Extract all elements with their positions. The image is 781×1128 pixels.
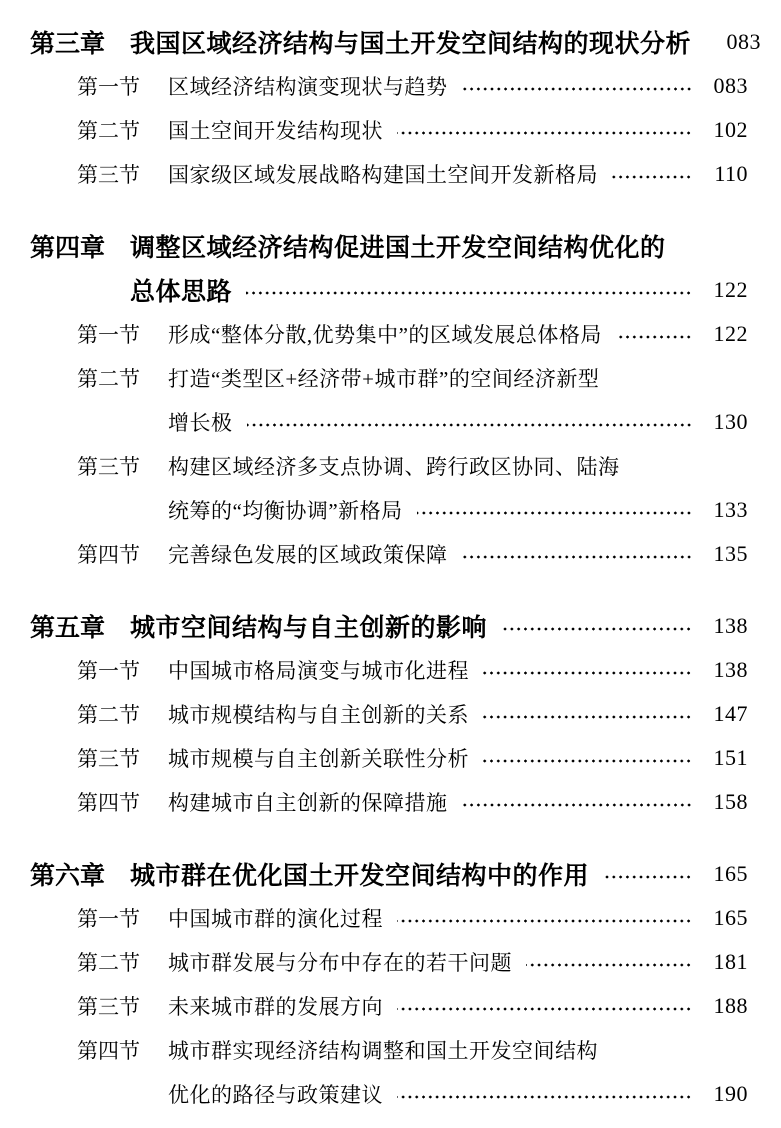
dot-leader bbox=[397, 916, 692, 926]
page-number: 158 bbox=[713, 789, 748, 814]
toc-section-entry bbox=[77, 108, 748, 152]
page-number: 130 bbox=[713, 409, 748, 434]
section-number: 第三节 bbox=[77, 455, 140, 479]
page-number: 138 bbox=[713, 657, 748, 682]
page-number: 165 bbox=[713, 905, 748, 930]
toc-chapter-entry bbox=[30, 852, 748, 896]
section-number: 第四节 bbox=[77, 543, 140, 567]
section-number: 第二节 bbox=[77, 119, 140, 143]
section-number: 第二节 bbox=[77, 703, 140, 727]
table-of-contents bbox=[30, 20, 762, 1116]
page-number: 110 bbox=[714, 161, 748, 186]
toc-section-entry bbox=[77, 356, 748, 400]
page-number: 190 bbox=[713, 1081, 748, 1106]
page-number: 083 bbox=[713, 73, 748, 98]
toc-section-entry bbox=[77, 64, 748, 108]
dot-leader bbox=[462, 84, 693, 94]
section-title: 形成“整体分散,优势集中”的区域发展总体格局 bbox=[168, 323, 602, 347]
section-number: 第三节 bbox=[77, 163, 140, 187]
chapter-number: 第三章 bbox=[30, 30, 106, 58]
dot-leader bbox=[483, 756, 692, 766]
section-number: 第一节 bbox=[77, 659, 140, 683]
section-title: 打造“类型区+经济带+城市群”的空间经济新型 bbox=[168, 367, 600, 391]
section-title: 国家级区域发展战略构建国土空间开发新格局 bbox=[168, 163, 598, 187]
toc-section-entry bbox=[77, 692, 748, 736]
dot-leader bbox=[246, 288, 692, 298]
page-number: 165 bbox=[713, 861, 748, 886]
dot-leader bbox=[397, 1092, 692, 1102]
toc-section-entry bbox=[77, 648, 748, 692]
section-title-continued: 优化的路径与政策建议 bbox=[168, 1083, 383, 1107]
dot-leader bbox=[247, 420, 693, 430]
page-number: 102 bbox=[713, 117, 748, 142]
dot-leader bbox=[417, 508, 692, 518]
toc-section-entry bbox=[77, 152, 748, 196]
toc-section-continuation bbox=[168, 1072, 748, 1116]
dot-leader bbox=[397, 128, 692, 138]
dot-leader bbox=[397, 1004, 692, 1014]
page-number: 135 bbox=[713, 541, 748, 566]
section-number: 第二节 bbox=[77, 951, 140, 975]
section-title: 城市群发展与分布中存在的若干问题 bbox=[168, 951, 512, 975]
page-number: 122 bbox=[713, 321, 748, 346]
dot-leader bbox=[501, 624, 692, 634]
chapter-number: 第四章 bbox=[30, 234, 106, 262]
page-number: 133 bbox=[713, 497, 748, 522]
section-title: 城市规模与自主创新关联性分析 bbox=[168, 747, 469, 771]
section-title: 中国城市群的演化过程 bbox=[168, 907, 383, 931]
toc-section-entry bbox=[77, 1028, 748, 1072]
chapter-title: 城市空间结构与自主创新的影响 bbox=[130, 614, 488, 642]
section-title: 区域经济结构演变现状与趋势 bbox=[168, 75, 448, 99]
section-number: 第一节 bbox=[77, 907, 140, 931]
section-title-continued: 增长极 bbox=[168, 411, 233, 435]
dot-leader bbox=[612, 172, 692, 182]
section-title: 国土空间开发结构现状 bbox=[168, 119, 383, 143]
section-title: 完善绿色发展的区域政策保障 bbox=[168, 543, 448, 567]
section-number: 第四节 bbox=[77, 791, 140, 815]
toc-section-entry bbox=[77, 312, 748, 356]
section-title: 城市规模结构与自主创新的关系 bbox=[168, 703, 469, 727]
section-title: 城市群实现经济结构调整和国土开发空间结构 bbox=[168, 1039, 598, 1063]
dot-leader bbox=[462, 552, 693, 562]
section-number: 第一节 bbox=[77, 323, 140, 347]
toc-section-entry bbox=[77, 940, 748, 984]
dot-leader bbox=[462, 800, 693, 810]
dot-leader bbox=[483, 668, 692, 678]
toc-section-entry bbox=[77, 896, 748, 940]
page-number: 181 bbox=[713, 949, 748, 974]
chapter-number: 第六章 bbox=[30, 862, 106, 890]
section-number: 第二节 bbox=[77, 367, 140, 391]
chapter-title: 我国区域经济结构与国土开发空间结构的现状分析 bbox=[130, 30, 692, 58]
section-number: 第一节 bbox=[77, 75, 140, 99]
toc-section-continuation bbox=[168, 400, 748, 444]
page-number: 083 bbox=[726, 29, 762, 54]
page-number: 188 bbox=[713, 993, 748, 1018]
page-number: 122 bbox=[713, 277, 748, 302]
toc-chapter-entry bbox=[30, 224, 748, 268]
section-title: 中国城市格局演变与城市化进程 bbox=[168, 659, 469, 683]
page-number: 138 bbox=[713, 613, 748, 638]
section-number: 第三节 bbox=[77, 747, 140, 771]
toc-section-continuation bbox=[168, 488, 748, 532]
toc-chapter-entry bbox=[30, 604, 748, 648]
chapter-number: 第五章 bbox=[30, 614, 106, 642]
section-title-continued: 统筹的“均衡协调”新格局 bbox=[168, 499, 403, 523]
chapter-title: 调整区域经济结构促进国土开发空间结构优化的 bbox=[130, 234, 666, 262]
chapter-title-continued: 总体思路 bbox=[130, 278, 233, 306]
toc-chapter-continuation bbox=[130, 268, 748, 312]
dot-leader bbox=[603, 872, 692, 882]
page-number: 147 bbox=[713, 701, 748, 726]
section-title: 构建城市自主创新的保障措施 bbox=[168, 791, 448, 815]
dot-leader bbox=[483, 712, 692, 722]
toc-chapter-entry bbox=[30, 20, 762, 64]
toc-section-entry bbox=[77, 532, 748, 576]
section-title: 未来城市群的发展方向 bbox=[168, 995, 383, 1019]
toc-section-entry bbox=[77, 780, 748, 824]
chapter-title: 城市群在优化国土开发空间结构中的作用 bbox=[130, 862, 590, 890]
section-title: 构建区域经济多支点协调、跨行政区协同、陆海 bbox=[168, 455, 620, 479]
dot-leader bbox=[616, 332, 692, 342]
toc-section-entry bbox=[77, 984, 748, 1028]
page-number: 151 bbox=[713, 745, 748, 770]
toc-section-entry bbox=[77, 444, 748, 488]
section-number: 第四节 bbox=[77, 1039, 140, 1063]
toc-section-entry bbox=[77, 736, 748, 780]
section-number: 第三节 bbox=[77, 995, 140, 1019]
dot-leader bbox=[526, 960, 692, 970]
